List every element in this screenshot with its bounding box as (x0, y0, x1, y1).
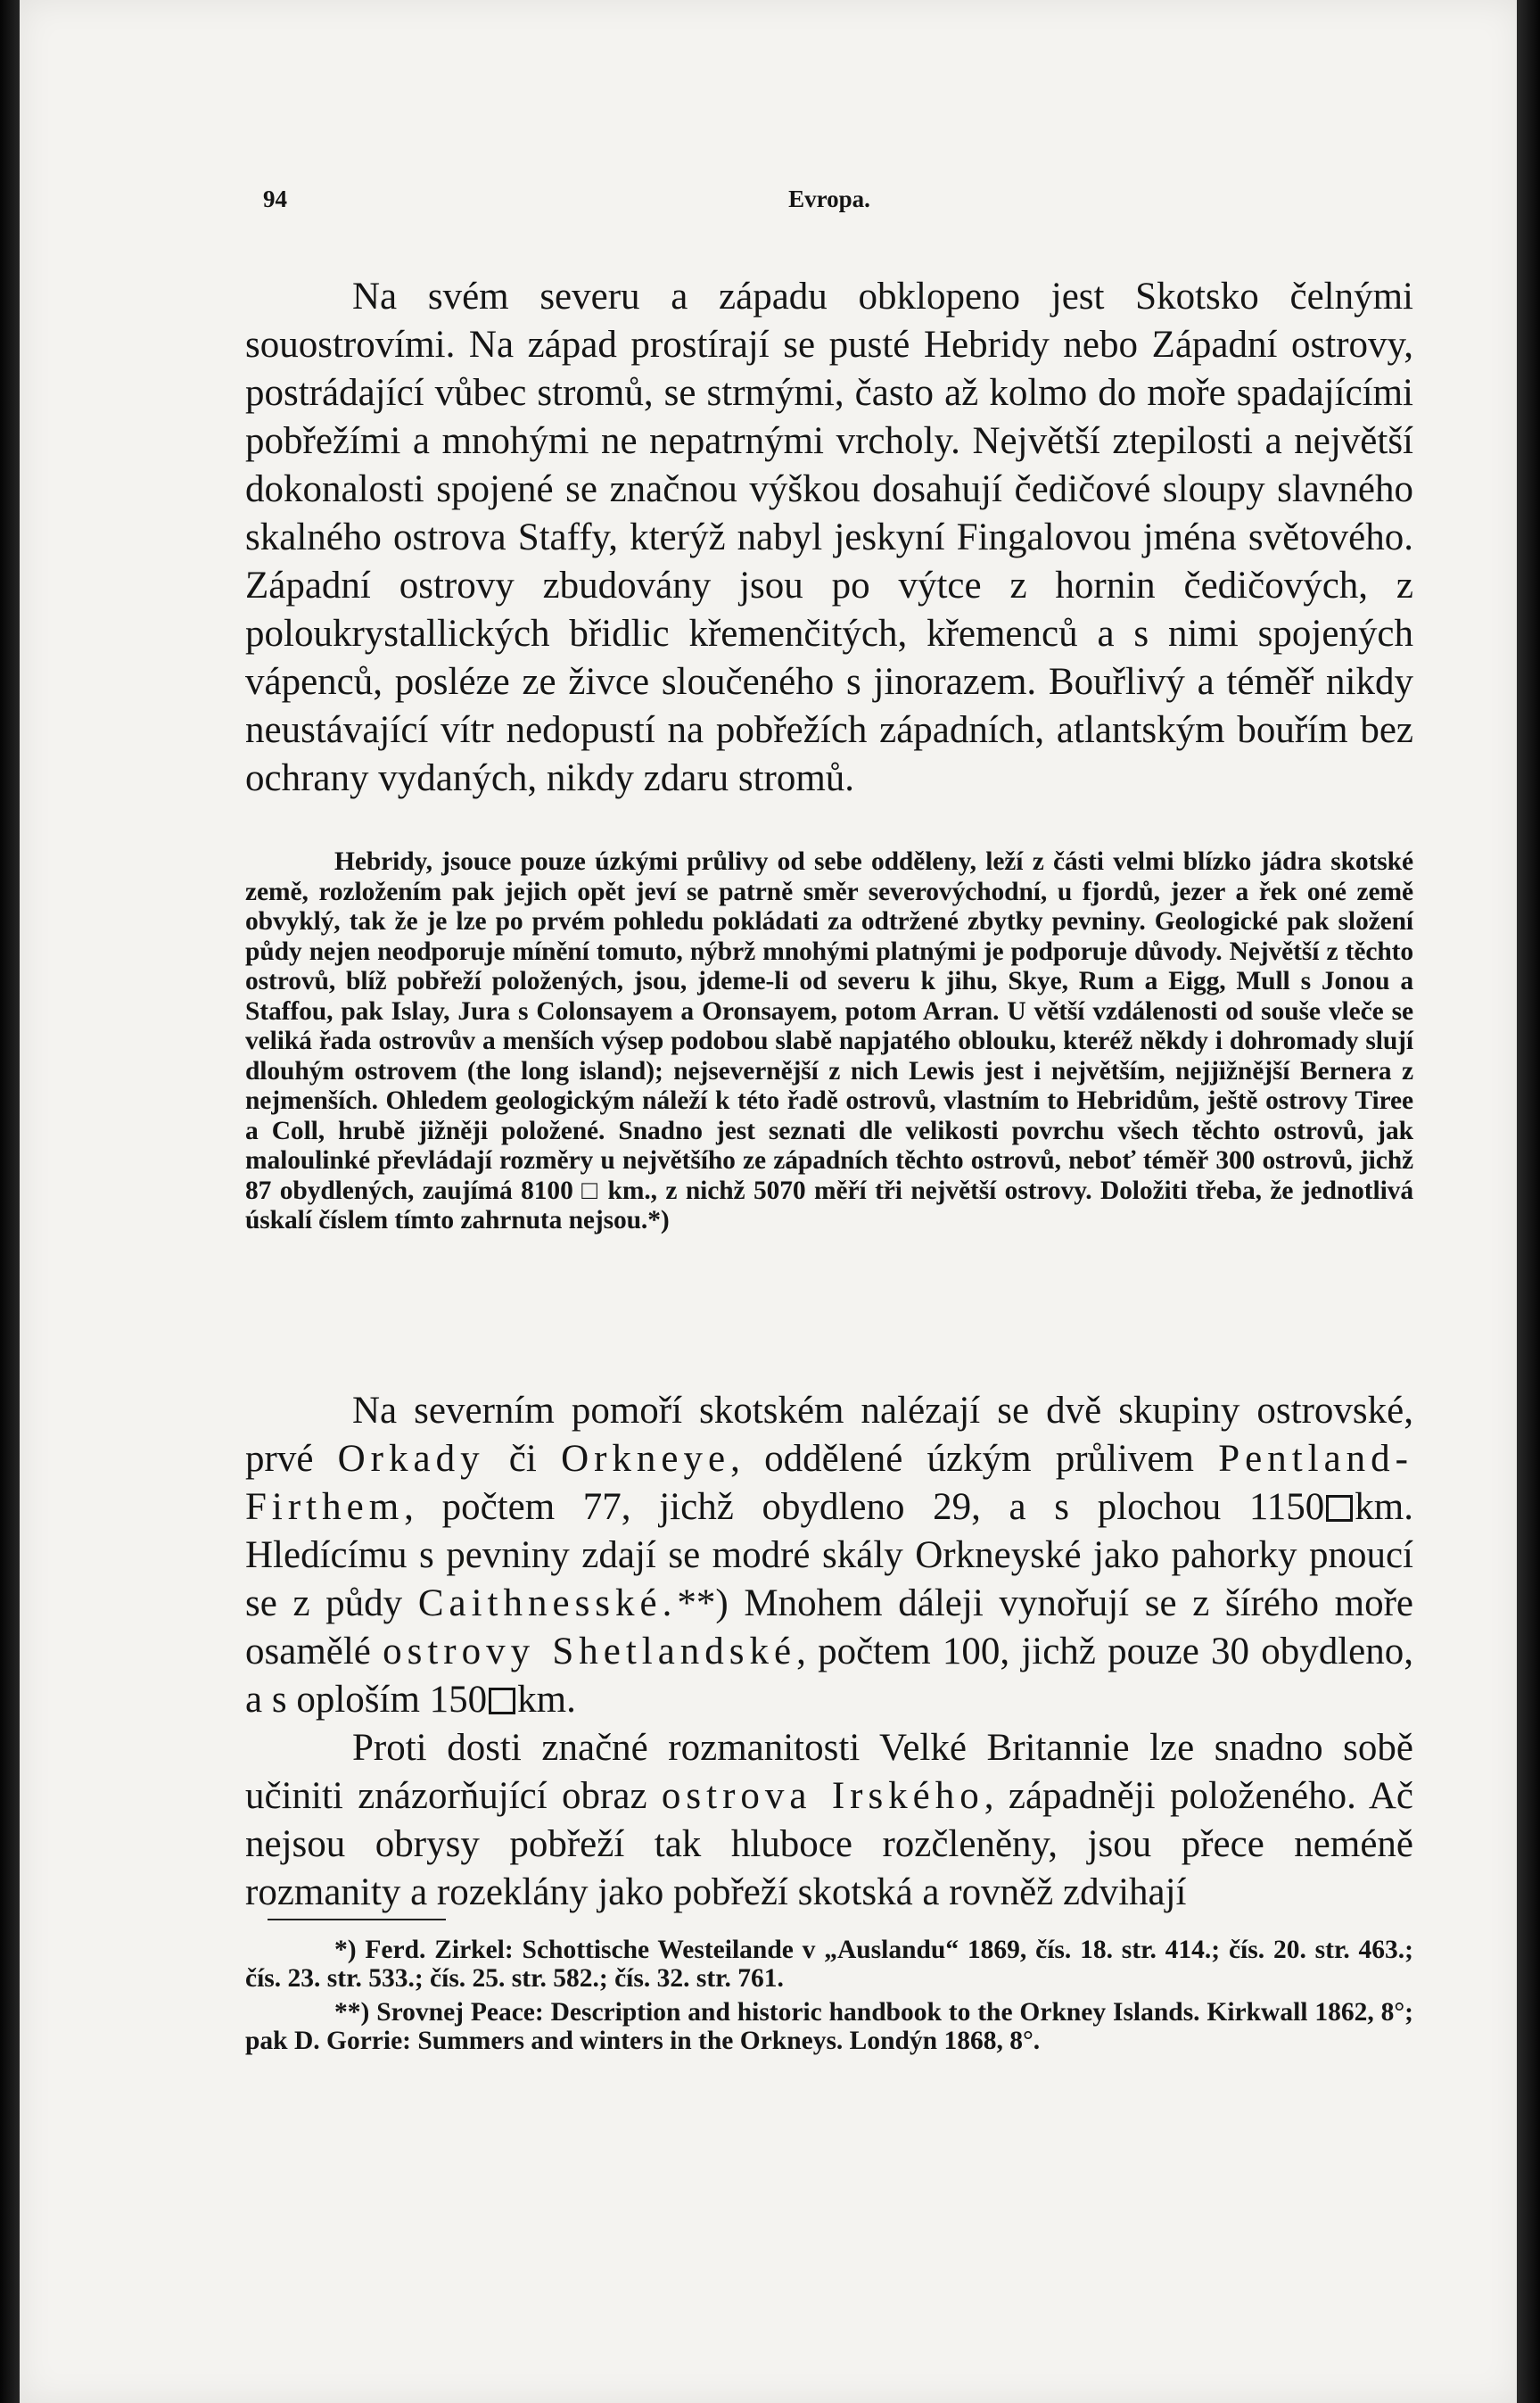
running-title: Evropa. (788, 186, 870, 212)
footnote-rule (268, 1919, 446, 1920)
paragraph-hebrides-detail: Hebridy, jsouce pouze úzkými průlivy od sebe odděleny, leží z části velmi blízko jádra skotské země, rozložením pak jejich opět jeví se patrně směr severovýchodní, u fjordů, jezer a řek oné země obvyklý, tak že je lze po prvém pohledu pokládati za odtržené zbytky pevniny. Geologické pak složení půdy nejen neodporuje mínění tomuto, nýbrž mnohými platnými je podporuje důvody. Největší z těchto ostrovů, blíž pobřeží položených, jsou, jdeme-li od severu k jihu, Skye, Rum a Eigg, Mull s Jonou a Staffou, pak Islay, Jura s Colonsayem a Oronsayem, potom Arran. U větší vzdálenosti od souše vleče se veliká řada ostrovův a menších výsep podobou slabě napjatého oblouku, kteréž někdy i dohromady slují dlouhým ostrovem (the long island); nejsevernější z nich Lewis jest i největším, nejjižnější Bernera z nejmenších. Ohledem geologickým náleží k této řadě ostrovů, vlastním to Hebridům, ještě ostrovy Tiree a Coll, hrubě jižněji položené. Snadno jest seznati dle velikosti povrchu všech těchto ostrovů, jak maloulinké převládají rozměry u největšího ze západních těchto ostrovů, neboť téměř 300 ostrovů, jichž 87 obydlených, zaujímá 8100 □ km., z nichž 5070 měří tři největší ostrovy. Doložiti třeba, že jednotlivá úskalí číslem tímto zahrnuta nejsou.*) (245, 847, 1413, 1235)
footnote-1: *) Ferd. Zirkel: Schottische Westeilande v „Auslandu“ 1869, čís. 18. str. 414.; čís. 20. str. 463.; čís. 23. str. 533.; čís. 25. str. 582.; čís. 32. str. 761. (245, 1936, 1413, 1993)
footnote-2: **) Srovnej Peace: Description and historic handbook to the Orkney Islands. Kirkwall 1862, 8°; pak D. Gorrie: Summers and winters in the Orkneys. Londýn 1868, 8°. (245, 1998, 1413, 2055)
paragraph-hebrides: Na svém severu a západu obklopeno jest Skotsko čelnými souostrovími. Na západ prostírají se pusté Hebridy nebo Západní ostrovy, postrádající vůbec stromů, se strmými, často až kolmo do moře spadajícími pobřežími a mnohými ne nepatrnými vrcholy. Největší ztepilosti a největší dokonalosti spojené se značnou výškou dosahují čedičové sloupy slavného skalného ostrova Staffy, kterýž nabyl jeskyní Fingalovou jména světového. Západní ostrovy zbudovány jsou po výtce z hornin čedičových, z poloukrystallických břidlic křemenčitých, křemenců a s nimi spojených vápenců, posléze ze živce sloučeného s jinorazem. Bouřlivý a téměř nikdy neustávající vítr nedopustí na pobřežích západních, atlantským bouřím bez ochrany vydaných, nikdy zdaru stromů. (245, 276, 1413, 799)
main-text-bottom (245, 1387, 1413, 1917)
term-pentland: Pentland-Firthem (245, 1438, 1414, 1528)
paragraph-ireland: Proti dosti značné rozmanitosti Velké Britannie lze snadno sobě učiniti znázorňující obraz ostrova Irského, západněji položeného. Ač nejsou obrysy pobřeží tak hluboce rozčleněny, jsou přece neméně rozmanity a rozeklány jako pobřeží skotská a rovněž zdvihají (245, 1727, 1413, 1913)
paragraph-orkney: Na severním pomoří skotském nalézají se dvě skupiny ostrovské, prvé Orkady či Orkneye, oddělené úzkým průlivem Pentland-Firthem, počtem 77, jichž obydleno 29, a s plochou 1150 km. Hledícímu s pevniny zdají se modré skály Orkneyské jako pahorky pnoucí se z půdy Caithnesské.**) Mnohem dáleji vynořují se z šírého moře osamělé ostrovy Shetlandské, počtem 100, jichž pouze 30 obydleno, a s oploším 150 km. (245, 1390, 1414, 1721)
small-print-passage (245, 847, 1413, 1236)
term-caithness: Caithnesské. (417, 1582, 678, 1624)
square-unit-icon (1326, 1495, 1353, 1522)
term-shetland: ostrovy Shetlandské (383, 1631, 797, 1672)
page-header (245, 186, 1413, 221)
footnotes (245, 1936, 1413, 2060)
page-number: 94 (263, 186, 287, 212)
term-irskeho: ostrova Irského (661, 1775, 984, 1817)
main-text-top (245, 273, 1413, 803)
square-unit-icon (489, 1688, 515, 1714)
scan-right-edge (1517, 0, 1540, 2403)
term-orkneye: Orkneye (561, 1438, 731, 1480)
scan-left-edge (0, 0, 20, 2403)
term-orkady: Orkady (337, 1438, 485, 1480)
